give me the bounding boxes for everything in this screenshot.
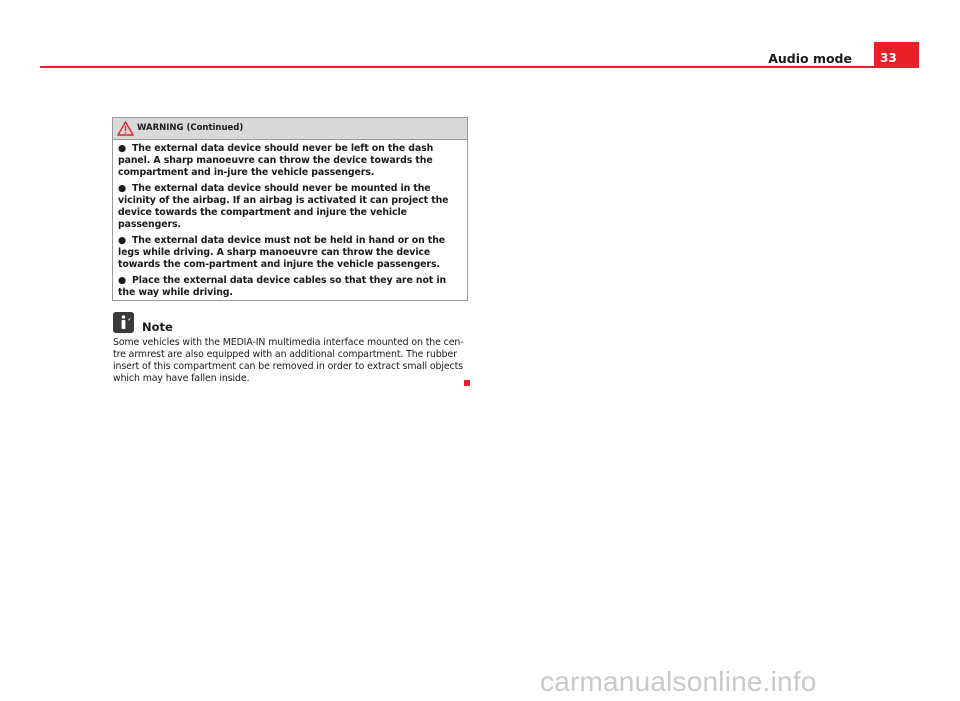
watermark: carmanualsonline.info	[540, 666, 817, 697]
warning-item-text: The external data device should never be left on the dash panel. A sharp manoeuvre can throw the device towards the compartment and in-jure the vehicle passengers.	[118, 143, 434, 178]
note-title: Note	[142, 320, 173, 334]
warning-item-text: Place the external data device cables so that they are not in the way while driving.	[118, 275, 447, 298]
warning-item	[118, 275, 463, 299]
warning-item	[118, 235, 463, 271]
bullet-icon: ●	[118, 143, 127, 154]
warning-title: WARNING (Continued)	[137, 123, 244, 133]
warning-item-text: The external data device must not be held in hand or on the legs while driving. A sharp manoeuvre can throw the device towards the com-partment and injure the vehicle passengers.	[118, 235, 446, 270]
warning-box	[112, 117, 468, 301]
bullet-icon: ●	[118, 275, 127, 286]
warning-header	[113, 118, 467, 140]
bullet-icon: ●	[118, 235, 127, 246]
warning-item	[118, 143, 463, 179]
bullet-icon: ●	[118, 183, 127, 194]
section-title: Audio mode	[768, 51, 852, 66]
warning-triangle-icon	[117, 121, 134, 136]
warning-item-text: The external data device should never be mounted in the vicinity of the airbag. If an airbag is activated it can project the device towards the compartment and injure the vehicle passengers.	[118, 183, 449, 230]
warning-body	[113, 140, 467, 299]
header-rule	[40, 66, 919, 68]
section-end-marker	[464, 380, 470, 386]
page-number: 33	[874, 42, 919, 68]
note-body: Some vehicles with the MEDIA-IN multimedia interface mounted on the cen-tre armrest are also equipped with an additional compartment. The rubber insert of this compartment can be removed in order to extract small objects which may have fallen inside.	[113, 337, 464, 384]
info-note-icon	[113, 312, 134, 333]
warning-item	[118, 183, 463, 231]
